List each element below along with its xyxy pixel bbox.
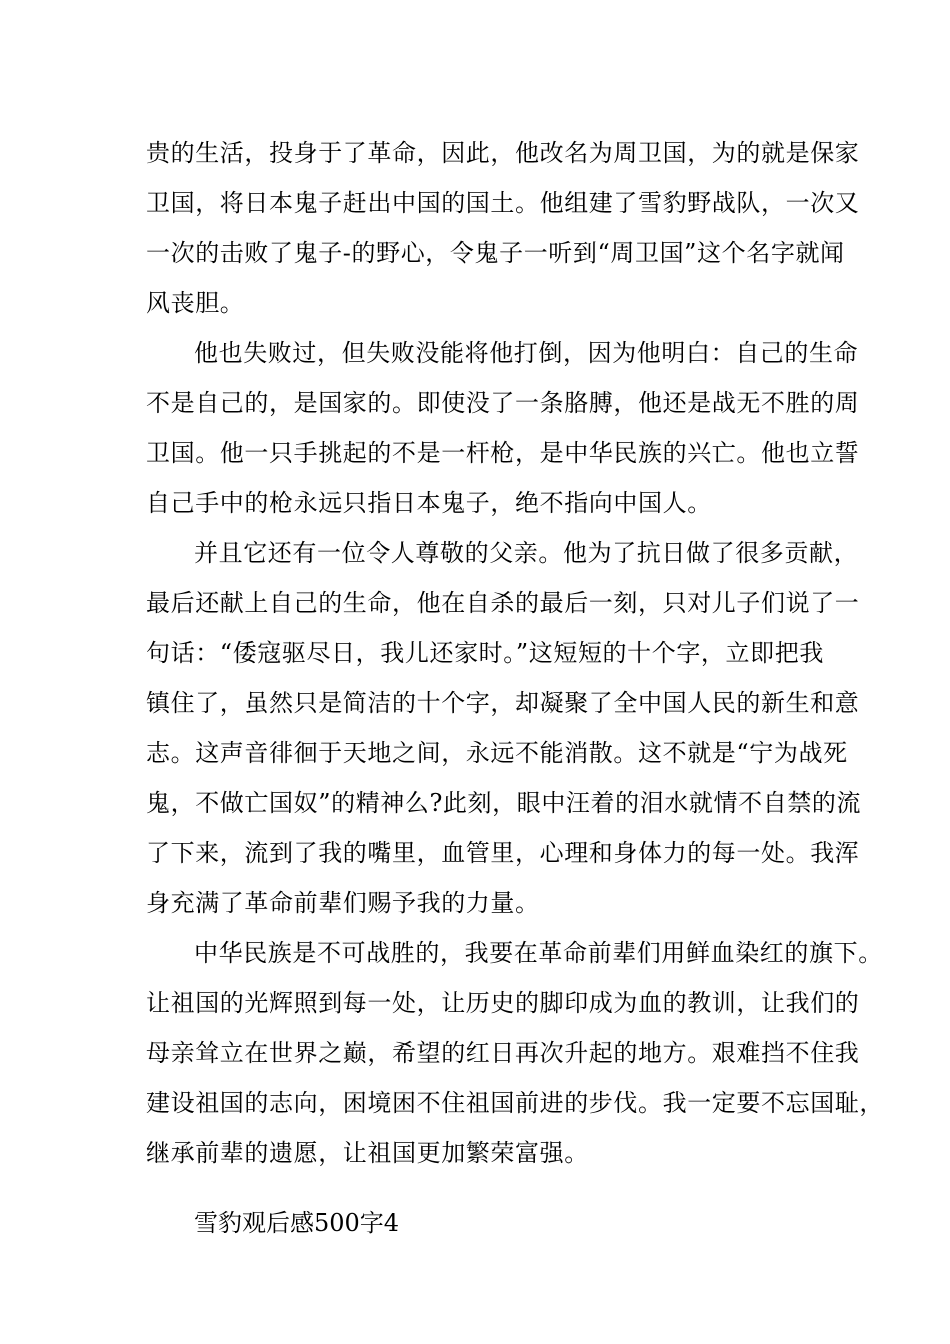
text-line: 句话：“倭寇驱尽日，我儿还家时。”这短短的十个字，立即把我 — [146, 639, 824, 667]
paragraph — [146, 328, 860, 528]
text-line: 建设祖国的志向，困境困不住祖国前进的步伐。我一定要不忘国耻， — [146, 1089, 884, 1117]
text-line: 并且它还有一位令人尊敬的父亲。他为了抗日做了很多贡献， — [194, 539, 859, 567]
text-line: 不是自己的，是国家的。即使没了一条胳膊，他还是战无不胜的周 — [146, 389, 860, 417]
paragraph — [146, 128, 860, 328]
text-line: 他也失败过，但失败没能将他打倒，因为他明白：自己的生命 — [194, 339, 859, 367]
paragraph — [146, 928, 884, 1178]
text-line: 一次的击败了鬼子-的野心，令鬼子一听到“周卫国”这个名字就闻 — [146, 239, 845, 267]
text-line: 母亲耸立在世界之巅，希望的红日再次升起的地方。艰难挡不住我 — [146, 1039, 860, 1067]
section-heading: 雪豹观后感500字4 — [194, 1209, 400, 1237]
text-line: 镇住了，虽然只是简洁的十个字，却凝聚了全中国人民的新生和意 — [146, 689, 860, 717]
text-line: 继承前辈的遗愿，让祖国更加繁荣富强。 — [146, 1139, 589, 1167]
text-line: 卫国，将日本鬼子赶出中国的国土。他组建了雪豹野战队，一次又 — [146, 189, 860, 217]
text-line: 最后还献上自己的生命，他在自杀的最后一刻，只对儿子们说了一 — [146, 589, 860, 617]
document-body — [146, 128, 884, 1248]
text-line: 卫国。他一只手挑起的不是一杆枪，是中华民族的兴亡。他也立誓 — [146, 439, 860, 467]
text-line: 身充满了革命前辈们赐予我的力量。 — [146, 889, 540, 917]
text-line: 鬼，不做亡国奴”的精神么?此刻，眼中汪着的泪水就情不自禁的流 — [146, 789, 862, 817]
text-line: 志。这声音徘徊于天地之间，永远不能消散。这不就是“宁为战死 — [146, 739, 848, 767]
text-line: 让祖国的光辉照到每一处，让历史的脚印成为血的教训，让我们的 — [146, 989, 860, 1017]
text-line: 风丧胆。 — [146, 289, 245, 317]
text-line: 了下来，流到了我的嘴里，血管里，心理和身体力的每一处。我浑 — [146, 839, 860, 867]
text-line: 自己手中的枪永远只指日本鬼子，绝不指向中国人。 — [146, 489, 712, 517]
paragraph — [146, 528, 862, 928]
text-line: 贵的生活，投身于了革命，因此，他改名为周卫国，为的就是保家 — [146, 139, 860, 167]
text-line: 中华民族是不可战胜的，我要在革命前辈们用鲜血染红的旗下。 — [194, 939, 883, 967]
